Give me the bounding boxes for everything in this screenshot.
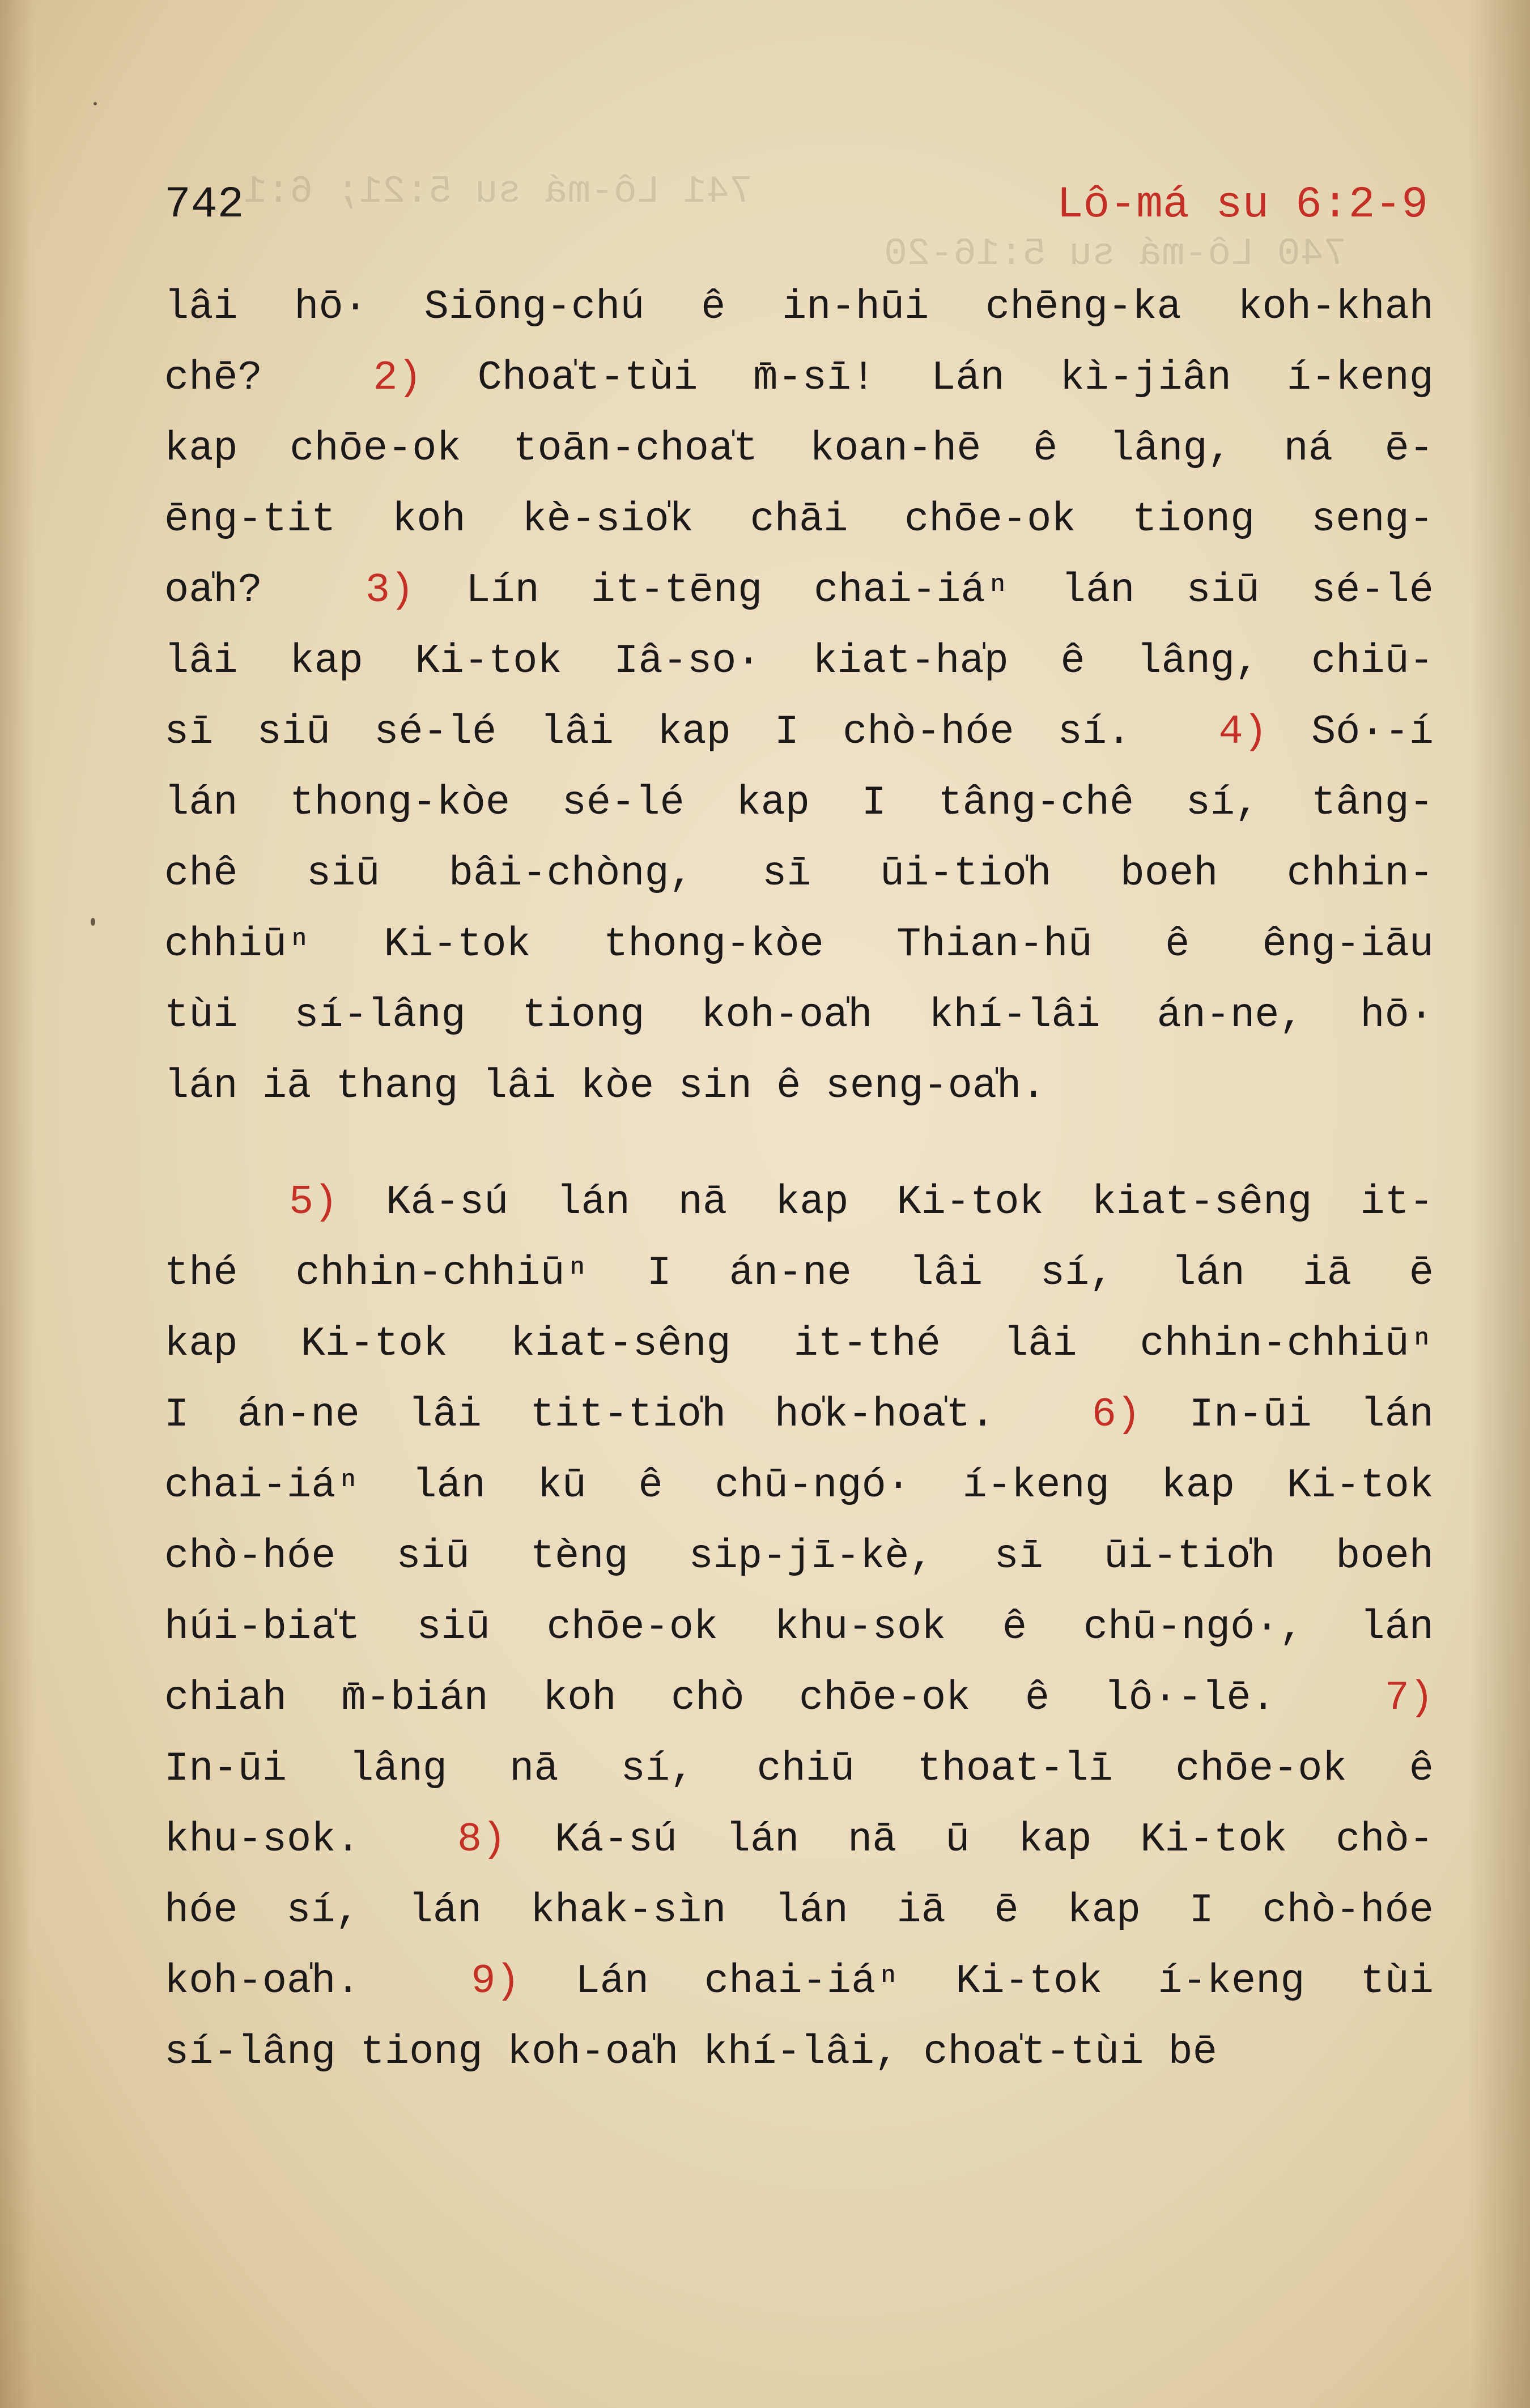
text-segment: Só·-í [1267, 709, 1434, 755]
text-line [164, 555, 1434, 626]
text-line [164, 484, 1434, 555]
text-segment: lán thong-kòe sé-lé kap I tâng-chê sí, tâng- [164, 780, 1434, 826]
text-line [164, 909, 1434, 980]
spine-shadow [1468, 0, 1530, 2408]
text-segment: húi-bia̍t siū chōe-ok khu-sok ê chū-ngó·, lán [164, 1604, 1434, 1650]
text-line [164, 1734, 1434, 1805]
text-segment: chò-hóe siū tèng sip-jī-kè, sī ūi-tio̍h boeh [164, 1533, 1434, 1580]
text-segment: chhiūⁿ Ki-tok thong-kòe Thian-hū ê êng-iāu [164, 921, 1434, 968]
bleed-through-text: 741 Lô-má su 5:21; 6:1 [244, 170, 753, 214]
text-line [164, 839, 1434, 909]
text-line [164, 272, 1434, 343]
running-head: Lô-má su 6:2-9 [1056, 180, 1428, 230]
text-line [164, 414, 1434, 484]
text-line [164, 697, 1434, 768]
text-segment: In-ūi lán [1141, 1392, 1434, 1438]
text-segment: tùi sí-lâng tiong koh-oa̍h khí-lâi án-ne, hō· [164, 992, 1434, 1039]
verse-number: 9) [471, 1958, 520, 2005]
text-segment: sī siū sé-lé lâi kap I chò-hóe sí. [164, 709, 1219, 755]
text-segment: chiah m̄-bián koh chò chōe-ok ê lô·-lē. [164, 1675, 1385, 1721]
text-segment: oa̍h? [164, 567, 366, 614]
text-line [164, 1521, 1434, 1592]
paper-speck [94, 102, 97, 105]
paper-speck [91, 918, 95, 926]
text-segment: Ká-sú lán nā ū kap Ki-tok chò- [506, 1816, 1434, 1863]
page-number: 742 [164, 180, 244, 230]
text-line [164, 1051, 1434, 1122]
text-segment: kap Ki-tok kiat-sêng it-thé lâi chhin-chhiūⁿ [164, 1321, 1434, 1367]
text-segment: lán iā thang lâi kòe sin ê seng-oa̍h. [164, 1063, 1046, 1109]
text-line [164, 1592, 1434, 1663]
text-line [164, 626, 1434, 697]
text-segment: kap chōe-ok toān-choa̍t koan-hē ê lâng, ná ē- [164, 426, 1434, 472]
text-line [164, 1663, 1434, 1734]
verse-number: 4) [1218, 709, 1268, 755]
verse-number: 6) [1091, 1392, 1141, 1438]
text-line [164, 1805, 1434, 1875]
verse-number: 5) [289, 1179, 338, 1226]
verse-number: 3) [365, 567, 415, 614]
verse-number: 2) [373, 355, 422, 401]
text-segment: Lán chai-iáⁿ Ki-tok í-keng tùi [520, 1958, 1434, 2005]
text-segment: I án-ne lâi tit-tio̍h ho̍k-hoa̍t. [164, 1392, 1092, 1438]
text-segment: sí-lâng tiong koh-oa̍h khí-lâi, choa̍t-tùi bē [164, 2029, 1217, 2075]
text-segment: chē? [164, 355, 373, 401]
text-line [164, 980, 1434, 1051]
text-segment: chai-iáⁿ lán kū ê chū-ngó· í-keng kap Ki-tok [164, 1462, 1434, 1509]
text-line [164, 1946, 1434, 2017]
text-line [164, 768, 1434, 839]
text-segment: thé chhin-chhiūⁿ I án-ne lâi sí, lán iā ē [164, 1250, 1434, 1296]
text-line [164, 1875, 1434, 1946]
text-line [164, 1450, 1434, 1521]
text-segment: lâi hō· Siōng-chú ê in-hūi chēng-ka koh-khah [164, 284, 1434, 330]
verse-number: 8) [457, 1816, 507, 1863]
text-segment: khu-sok. [164, 1816, 457, 1863]
text-line [164, 2017, 1434, 2088]
text-segment: Ká-sú lán nā kap Ki-tok kiat-sêng it- [338, 1179, 1434, 1226]
text-line [164, 343, 1434, 414]
text-segment: hóe sí, lán khak-sìn lán iā ē kap I chò-hóe [164, 1887, 1434, 1934]
body-text [164, 272, 1434, 2088]
page-header [164, 180, 1428, 237]
text-line [164, 1167, 1434, 1238]
text-segment: Lín it-tēng chai-iáⁿ lán siū sé-lé [414, 567, 1434, 614]
bleed-through-text: 740 Lô-má su 5:16-20 [884, 232, 1347, 276]
page-edge-shading [0, 0, 34, 2408]
paragraph-gap [164, 1122, 1434, 1167]
verse-number: 7) [1384, 1675, 1434, 1721]
text-line [164, 1309, 1434, 1380]
text-segment: ēng-tit koh kè-sio̍k chāi chōe-ok tiong seng- [164, 496, 1434, 543]
text-segment: lâi kap Ki-tok Iâ-so· kiat-ha̍p ê lâng, chiū- [164, 638, 1434, 684]
text-line [164, 1380, 1434, 1450]
text-segment: Choa̍t-tùi m̄-sī! Lán kì-jiân í-keng [422, 355, 1434, 401]
text-segment: In-ūi lâng nā sí, chiū thoat-lī chōe-ok ê [164, 1746, 1434, 1792]
text-segment: chê siū bâi-chòng, sī ūi-tio̍h boeh chhin- [164, 850, 1434, 897]
text-line [164, 1238, 1434, 1309]
text-segment: koh-oa̍h. [164, 1958, 471, 2005]
